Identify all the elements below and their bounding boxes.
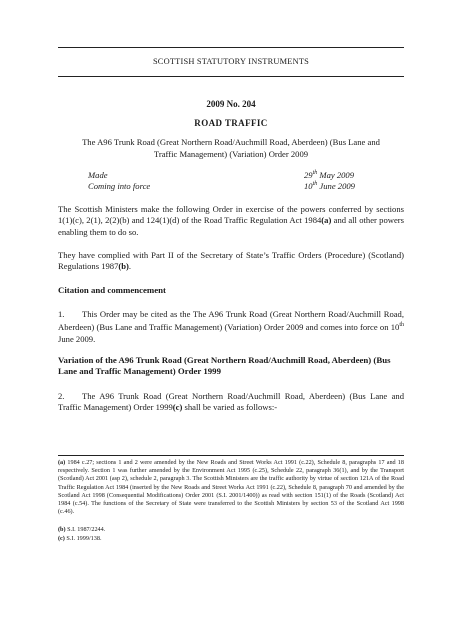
footnote-b: (b) S.I. 1987/2244. xyxy=(58,526,106,533)
preamble-paragraph-1: The Scottish Ministers make the following Order in exercise of the powers conferred by sections 1(1)(c), 2(1), 2(2)(b) and 124(1)(d) of the Road Traffic Regulation Act 1984(a) and all other powers enabling them to do so. xyxy=(58,204,404,237)
made-label: Made xyxy=(88,170,108,180)
preamble-paragraph-2: They have complied with Part II of the Secretary of State’s Traffic Orders (Procedure) (Scotland) Regulations 1987(b). xyxy=(58,250,404,272)
instrument-number: 2009 No. 204 xyxy=(206,99,256,109)
footnote-rule xyxy=(58,455,404,456)
citation-heading: Citation and commencement xyxy=(58,285,166,295)
subject-heading: ROAD TRAFFIC xyxy=(194,118,268,128)
in-force-label: Coming into force xyxy=(88,181,151,191)
header-rule xyxy=(58,76,404,77)
section-2-paragraph: 2. The A96 Trunk Road (Great Northern Road/Auchmill Road, Aberdeen) (Bus Lane and Traffic Management) Order 1999(c) shall be varied as follows:- xyxy=(58,391,404,413)
in-force-date: 10th June 2009 xyxy=(304,181,355,191)
section-1-paragraph: 1. This Order may be cited as the The A96 Trunk Road (Great Northern Road/Auchmill Road, Aberdeen) (Bus Lane and Traffic Management) (Variation) Order 2009 and comes into force on 10th June 2009. xyxy=(58,309,404,344)
footnote-a: (a) 1984 c.27; sections 1 and 2 were amended by the New Roads and Street Works Act 1991 (c.22), Schedule 8, paragraphs 17 and 18 respectively. Section 1 was further amended by the Environment Act 1995 (c.25), Schedule 22, paragraph 36(1), and by the Transport (Scotland) Act 2001 (asp 2), schedule 2, paragraph 3. The Scottish Ministers are the traffic authority by virtue of section 121A of the Road Traffic Regulation Act 1984 (inserted by the New Roads and Street Works Act 1991 (c.22), Schedule 8, paragraph 70 and amended by the Scotland Act 1998 (Consequential Modifications) Order 2001 (S.I. 2001/1400)) as read with section 151(1) of the Roads (Scotland) Act 1984 (c.54). The functions of the Secretary of State were transferred to the Scottish Ministers by section 53 of the Scotland Act 1998 (c.46). xyxy=(58,459,404,516)
order-title-line2: Traffic Management) (Variation) Order 2009 xyxy=(153,149,309,159)
made-date: 29th May 2009 xyxy=(304,170,355,180)
series-heading: SCOTTISH STATUTORY INSTRUMENTS xyxy=(152,57,310,66)
variation-heading: Variation of the A96 Trunk Road (Great Northern Road/Auchmill Road, Aberdeen) (Bus Lane and Traffic Management) Order 1999 xyxy=(58,355,391,377)
order-title-line1: The A96 Trunk Road (Great Northern Road/Auchmill Road, Aberdeen) (Bus Lane and xyxy=(82,137,380,147)
footnote-c: (c) S.I. 1999/138. xyxy=(58,535,102,542)
top-rule xyxy=(58,47,404,48)
